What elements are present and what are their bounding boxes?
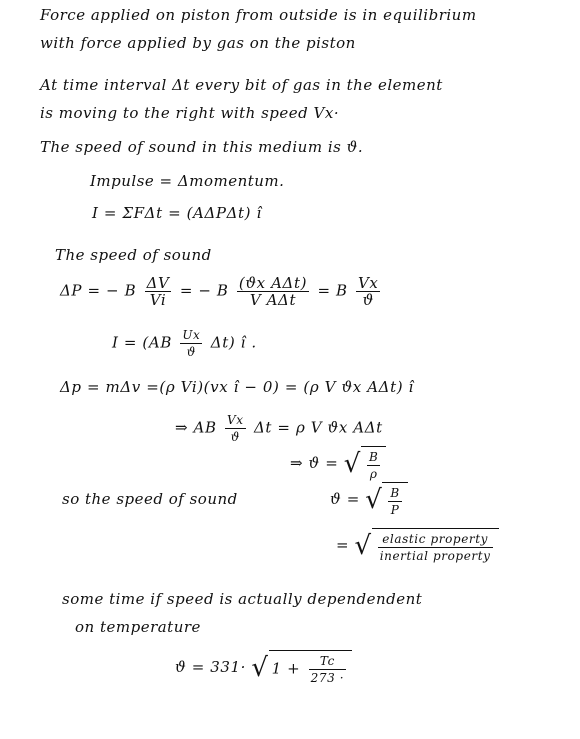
i2-fraction-num: Ux (182, 328, 201, 342)
s-radical-sign: √ (365, 485, 383, 515)
r2-fraction-num: B (368, 450, 379, 464)
impulse-expanded-equation (112, 327, 257, 360)
i2-fraction-den: ϑ (186, 345, 196, 359)
momentum-change-equation: Δp = mΔv =(ρ Vi)(vx î − 0) = (ρ V ϑx AΔt) î (60, 378, 414, 396)
ep-fraction (378, 531, 493, 564)
dp-fraction-3-den: ϑ (362, 291, 374, 309)
impulse-definition: Impulse = Δmomentum. (90, 172, 285, 190)
temperature-speed-equation (175, 650, 352, 686)
text-line-4: is moving to the right with speed Vx· (40, 104, 340, 122)
text-line-5: The speed of sound in this medium is ϑ. (40, 138, 364, 156)
i2-fraction (180, 327, 202, 360)
r2-lhs: ⇒ ϑ = (290, 454, 339, 472)
dp-fraction-3-num: Vx (357, 274, 379, 292)
r1-fraction (225, 412, 246, 445)
temperature-note-line-2: on temperature (75, 618, 201, 636)
s-sqrt (365, 482, 408, 518)
r1-fraction-den: ϑ (230, 430, 240, 444)
t-fraction (309, 653, 347, 686)
dp-fraction-1-den: Vi (149, 291, 167, 309)
result-equation-2 (290, 446, 386, 482)
dp-lhs: ΔP = − B (60, 281, 137, 300)
s-fraction (388, 485, 401, 518)
dp-fraction-2 (237, 275, 309, 308)
t-one: 1 + (271, 659, 301, 678)
r1-rhs: Δt = ρ V ϑx AΔt (253, 418, 383, 437)
t-radical-sign: √ (251, 653, 269, 683)
ep-sqrt (355, 528, 499, 564)
ep-radical-sign: √ (354, 531, 372, 561)
temperature-note-line-1: some time if speed is actually dependendent (62, 590, 423, 608)
conclusion-text: so the speed of sound (62, 490, 238, 508)
dp-fraction-2-num: (ϑx AΔt) (238, 274, 308, 292)
dp-eq3: = B (317, 281, 348, 300)
r2-fraction (367, 449, 380, 482)
result-equation-1 (175, 412, 383, 445)
text-line-1: Force applied on piston from outside is in equilibrium (40, 6, 477, 24)
ep-fraction-num: elastic property (378, 531, 493, 548)
dp-fraction-2-den: V AΔt (249, 291, 297, 309)
property-ratio-equation (336, 528, 499, 564)
dp-fraction-1-num: ΔV (146, 274, 170, 292)
s-fraction-num: B (390, 486, 400, 500)
pressure-change-equation (60, 275, 383, 308)
speed-of-sound-heading: The speed of sound (55, 246, 212, 264)
s-lhs: ϑ = (330, 490, 360, 508)
text-line-3: At time interval Δt every bit of gas in the element (40, 76, 443, 94)
ep-eq: = (336, 536, 350, 554)
t-fraction-num: Tc (309, 653, 347, 670)
r1-fraction-num: Vx (226, 413, 244, 427)
t-lhs: ϑ = 331· (175, 658, 247, 676)
r2-fraction-den: ρ (369, 467, 378, 481)
impulse-equation: I = ΣFΔt = (AΔPΔt) î (92, 204, 262, 222)
r2-radical-sign: √ (343, 449, 361, 479)
ep-fraction-den: inertial property (379, 549, 491, 563)
t-sqrt (251, 650, 352, 686)
i2-rhs: Δt) î . (210, 333, 257, 352)
i2-lhs: I = (AB (112, 333, 172, 352)
t-fraction-den: 273 · (310, 671, 345, 685)
r1-lhs: ⇒ AB (175, 418, 217, 437)
dp-fraction-3 (356, 275, 381, 308)
s-fraction-den: P (390, 503, 400, 517)
r2-sqrt (344, 446, 387, 482)
text-line-2: with force applied by gas on the piston (40, 34, 356, 52)
dp-mid: = − B (179, 281, 229, 300)
conclusion-equation (330, 482, 408, 518)
dp-fraction-1 (145, 275, 172, 308)
